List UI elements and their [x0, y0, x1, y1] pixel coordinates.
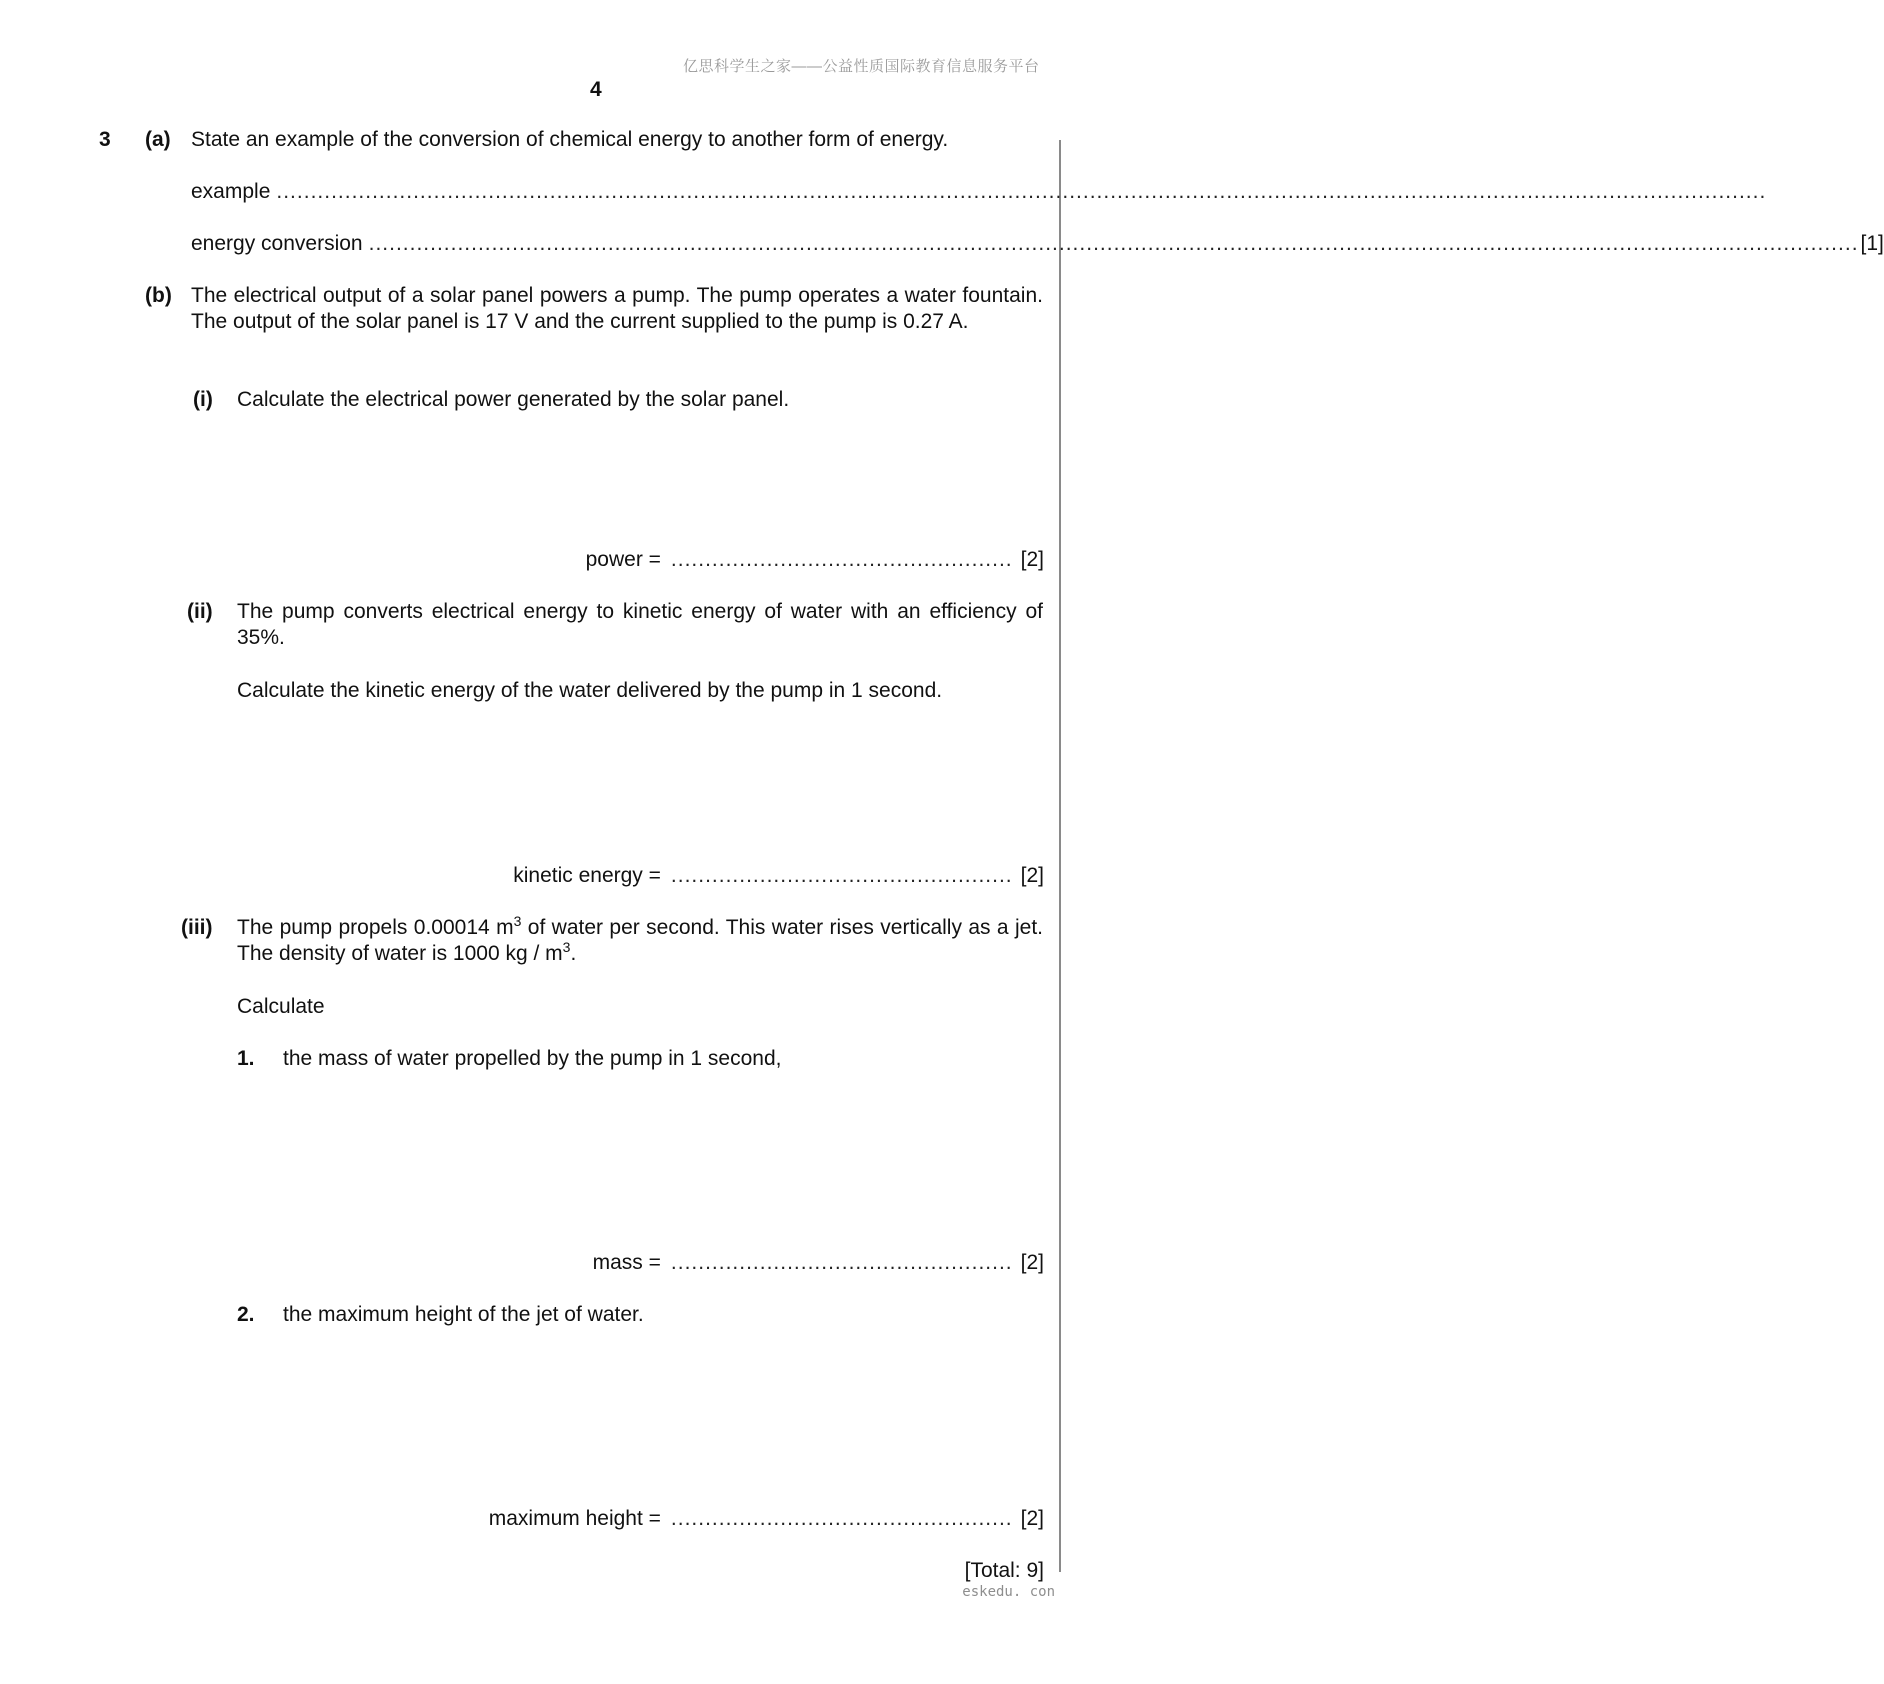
part-b-text: The electrical output of a solar panel powers a pump. The pump operates a water fountain. The output of the solar panel is 17 V and the current supplied to the pump is 0.27 A. [191, 284, 1043, 333]
example-dots: .......................................................................................................................................................................................................................... [276, 180, 1767, 203]
header-watermark: 亿思科学生之家——公益性质国际教育信息服务平台 [683, 58, 1040, 75]
sub-iii-label: (iii) [181, 916, 213, 939]
maximum-height-label: maximum height = [488, 1507, 661, 1530]
part-a-text: State an example of the conversion of chemical energy to another form of energy. [191, 128, 949, 151]
sub-ii-text2: Calculate the kinetic energy of the water delivered by the pump in 1 second. [237, 679, 943, 702]
question-number: 3 [99, 128, 111, 151]
sub-iii-superscript-2: 3 [562, 939, 571, 955]
energy-conversion-dots: .......................................................................................................................................................................................................................... [368, 232, 1859, 255]
footer-watermark: eskedu. con [962, 1584, 1055, 1600]
mass-label: mass = [592, 1251, 661, 1274]
energy-conversion-label: energy conversion [191, 232, 363, 255]
maximum-height-answer-line[interactable] [489, 1506, 1044, 1532]
sub-ii-text: The pump converts electrical energy to kinetic energy of water with an efficiency of 35%. [237, 600, 1043, 649]
sub-ii-marks: [2] [1020, 864, 1044, 887]
sub-iii-text-part2: of water per second. This water rises vertically as a jet. The density of water is 1000 kg / m [237, 916, 1044, 965]
sub-i-marks: [2] [1020, 548, 1044, 571]
sub-iii-text [237, 915, 1043, 967]
page-number: 4 [590, 78, 602, 101]
total-marks: [Total: 9] [964, 1559, 1044, 1582]
power-dots: .................................................. [670, 548, 1013, 571]
sub-iii-text-part1: The pump propels 0.00014 m [237, 916, 514, 939]
sub-ii-label: (ii) [187, 600, 213, 623]
part-a-marks: [1] [1860, 232, 1884, 255]
item-2-text: the maximum height of the jet of water. [283, 1303, 644, 1326]
item-2-label: 2. [237, 1303, 255, 1326]
maximum-height-dots: .................................................. [670, 1507, 1013, 1530]
example-label: example [191, 180, 271, 203]
item-2-marks: [2] [1020, 1507, 1044, 1530]
item-1-label: 1. [237, 1047, 255, 1070]
mass-dots: .................................................. [670, 1251, 1013, 1274]
example-answer-line[interactable] [191, 179, 1767, 205]
item-1-marks: [2] [1020, 1251, 1044, 1274]
energy-conversion-answer-line[interactable] [191, 231, 1884, 257]
kinetic-energy-answer-line[interactable] [513, 863, 1044, 889]
margin-line [1059, 140, 1061, 1572]
item-1-text: the mass of water propelled by the pump in 1 second, [283, 1047, 782, 1070]
sub-i-text: Calculate the electrical power generated by the solar panel. [237, 388, 790, 411]
kinetic-energy-label: kinetic energy = [513, 864, 661, 887]
kinetic-energy-dots: .................................................. [670, 864, 1013, 887]
calculate-label: Calculate [237, 995, 325, 1018]
part-a-label: (a) [145, 128, 171, 151]
part-b-label: (b) [145, 284, 172, 307]
mass-answer-line[interactable] [593, 1250, 1044, 1276]
power-label: power = [585, 548, 661, 571]
sub-iii-superscript-1: 3 [513, 913, 522, 929]
sub-i-label: (i) [193, 388, 213, 411]
power-answer-line[interactable] [586, 547, 1044, 573]
sub-iii-text-part3: . [570, 942, 577, 965]
